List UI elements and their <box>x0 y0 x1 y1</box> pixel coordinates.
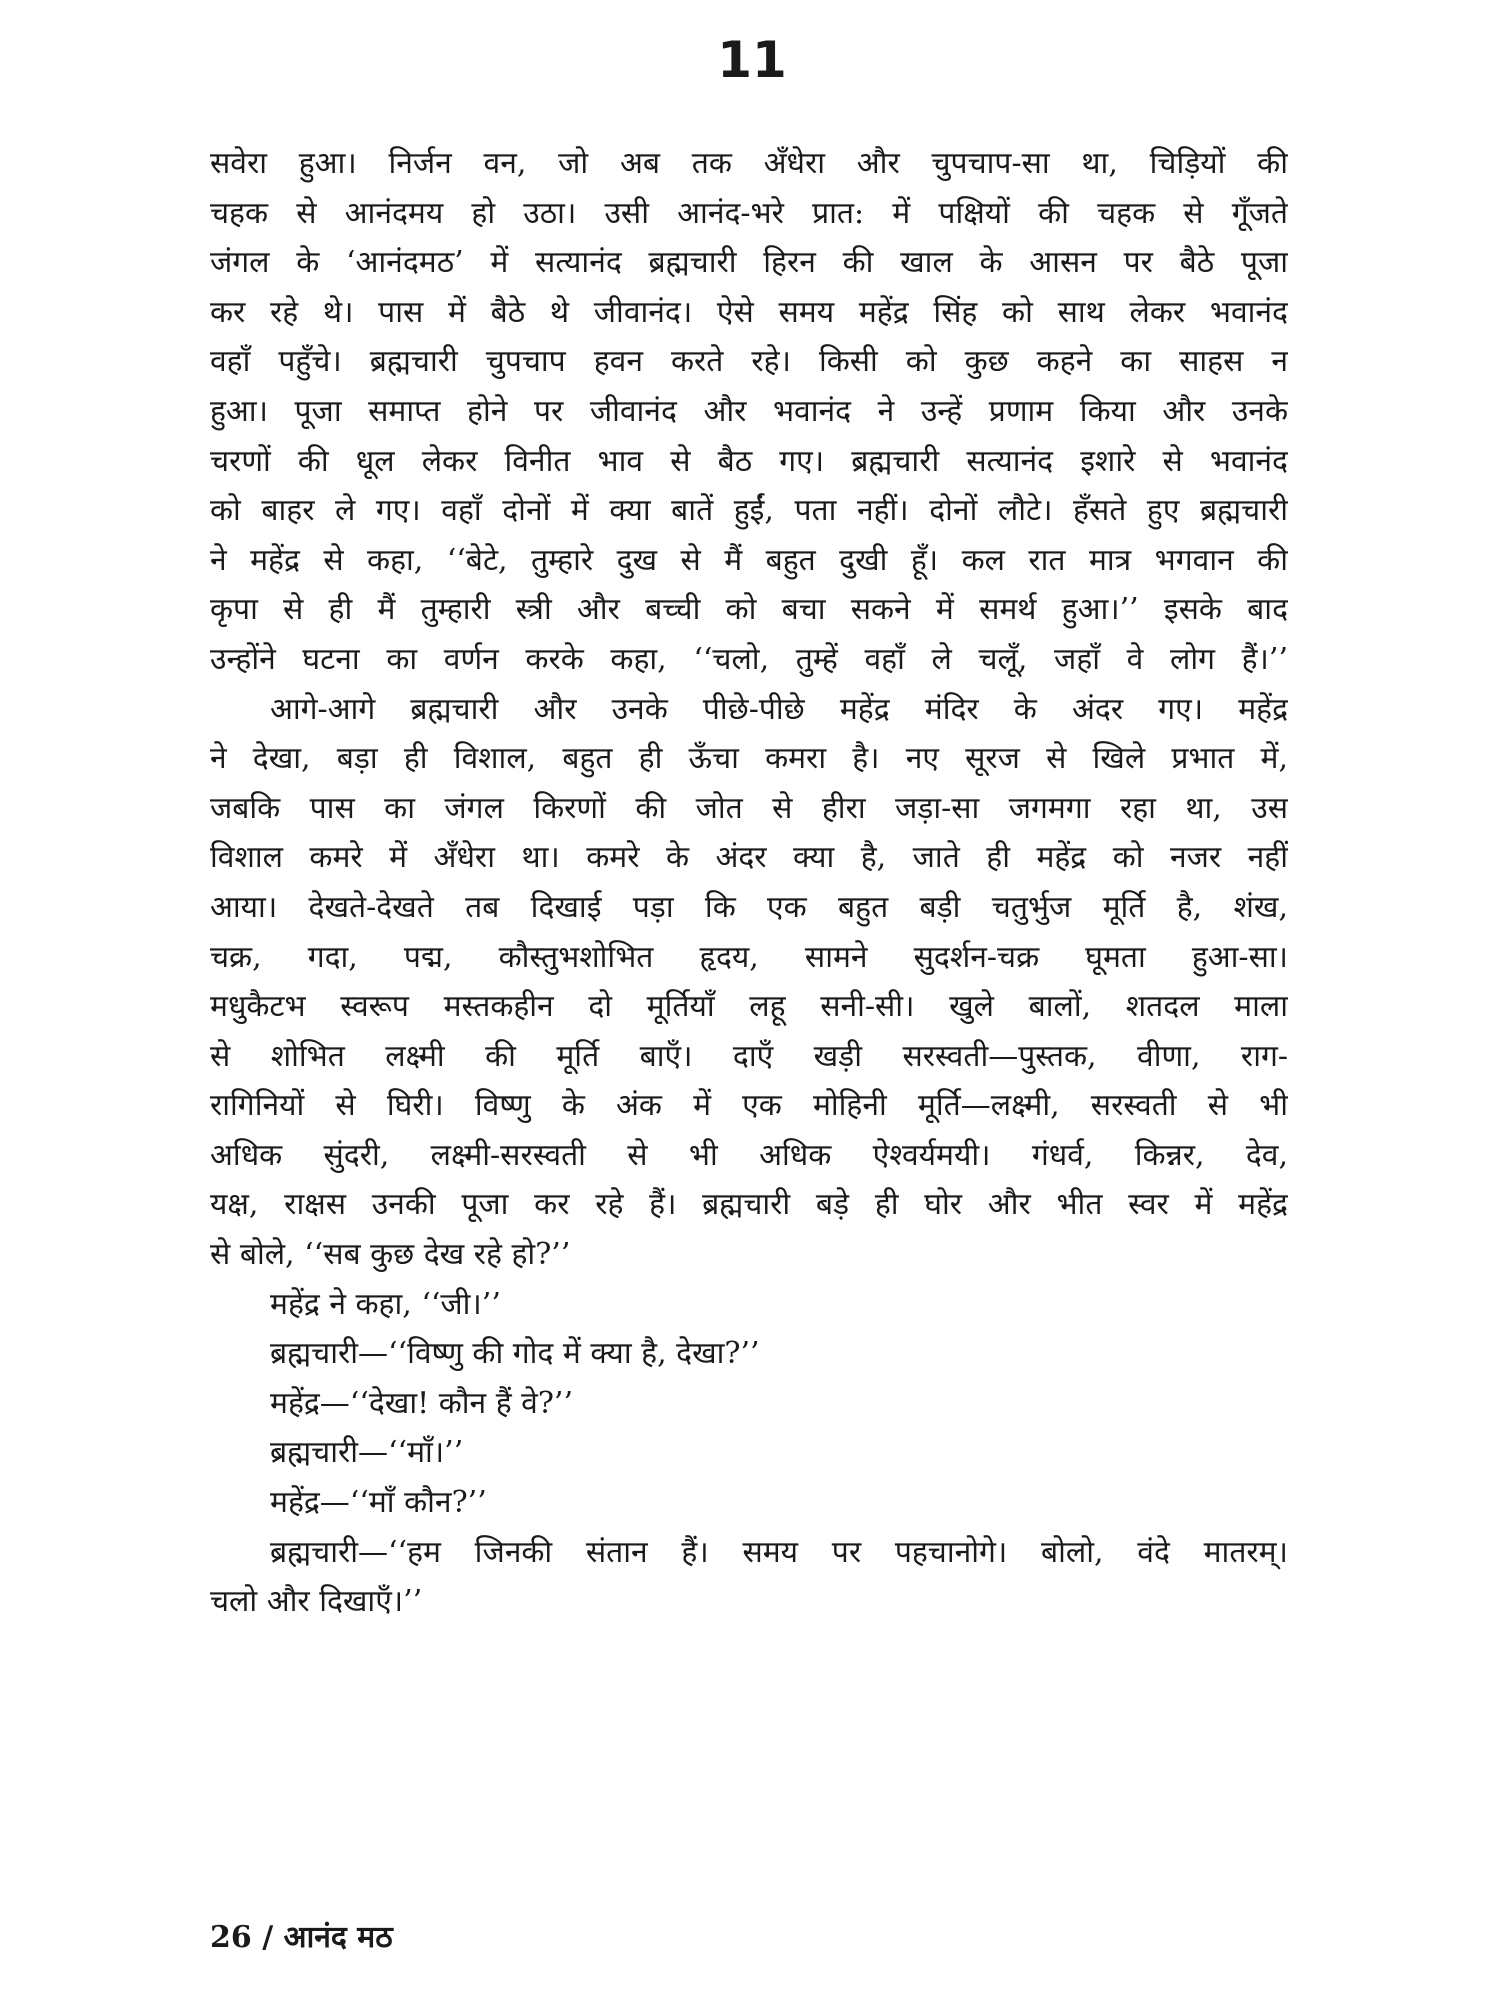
text-line: मधुकैटभ स्वरूप मस्तकहीन दो मूर्तियाँ लहू सनी-सी। खुले बालों, शतदल माला <box>210 989 1288 1025</box>
text-line: महेंद्र—‘‘माँ कौन?’’ <box>270 1485 487 1521</box>
paragraph-5 <box>210 1379 1288 1429</box>
text-line: आगे-आगे ब्रह्मचारी और उनके पीछे-पीछे महेंद्र मंदिर के अंदर गए। महेंद्र <box>270 691 1288 727</box>
chapter-number: 11 <box>717 31 787 89</box>
text-line: सवेरा हुआ। निर्जन वन, जो अब तक अँधेरा और चुपचाप-सा था, चिड़ियों की <box>210 146 1288 181</box>
text-line: रागिनियों से घिरी। विष्णु के अंक में एक मोहिनी मूर्ति—लक्ष्मी, सरस्वती से भी <box>210 1088 1288 1124</box>
text-line: महेंद्र ने कहा, ‘‘जी।’’ <box>270 1286 501 1322</box>
paragraph-2 <box>210 685 1288 1280</box>
text-line: यक्ष, राक्षस उनकी पूजा कर रहे हैं। ब्रह्मचारी बड़े ही घोर और भीत स्वर में महेंद्र <box>210 1187 1288 1223</box>
text-line: ब्रह्मचारी—‘‘माँ।’’ <box>270 1435 464 1471</box>
body-text <box>210 139 1288 1627</box>
text-line: आया। देखते-देखते तब दिखाई पड़ा कि एक बहुत बड़ी चतुर्भुज मूर्ति है, शंख, <box>210 889 1288 925</box>
text-line: वहाँ पहुँचे। ब्रह्मचारी चुपचाप हवन करते रहे। किसी को कुछ कहने का साहस न <box>210 344 1288 380</box>
text-line: विशाल कमरे में अँधेरा था। कमरे के अंदर क्या है, जाते ही महेंद्र को नजर नहीं <box>210 840 1288 876</box>
text-line: चक्र, गदा, पद्म, कौस्तुभशोभित हृदय, सामने सुदर्शन-चक्र घूमता हुआ-सा। <box>210 939 1288 975</box>
text-line: ब्रह्मचारी—‘‘हम जिनकी संतान हैं। समय पर पहचानोगे। बोलो, वंदे मातरम्। <box>270 1534 1288 1570</box>
text-line: उन्होंने घटना का वर्णन करके कहा, ‘‘चलो, तुम्हें वहाँ ले चलूँ, जहाँ वे लोग हैं।’’ <box>210 641 1288 677</box>
text-line: से बोले, ‘‘सब कुछ देख रहे हो?’’ <box>210 1237 571 1273</box>
paragraph-8 <box>210 1528 1288 1627</box>
text-line: अधिक सुंदरी, लक्ष्मी-सरस्वती से भी अधिक ऐश्वर्यमयी। गंधर्व, किन्नर, देव, <box>210 1137 1288 1173</box>
text-line: जंगल के ‘आनंदमठ’ में सत्यानंद ब्रह्मचारी हिरन की खाल के आसन पर बैठे पूजा <box>210 245 1288 281</box>
text-line: हुआ। पूजा समाप्त होने पर जीवानंद और भवानंद ने उन्हें प्रणाम किया और उनके <box>210 393 1288 429</box>
text-line: कर रहे थे। पास में बैठे थे जीवानंद। ऐसे समय महेंद्र सिंह को साथ लेकर भवानंद <box>210 294 1288 330</box>
text-line: कृपा से ही मैं तुम्हारी स्त्री और बच्ची को बचा सकने में समर्थ हुआ।’’ इसके बाद <box>210 592 1288 628</box>
paragraph-6 <box>210 1428 1288 1478</box>
paragraph-3 <box>210 1280 1288 1330</box>
text-line: ब्रह्मचारी—‘‘विष्णु की गोद में क्या है, देखा?’’ <box>270 1336 760 1372</box>
paragraph-1 <box>210 139 1288 685</box>
text-line: चलो और दिखाएँ।’’ <box>210 1584 423 1620</box>
text-line: ने महेंद्र से कहा, ‘‘बेटे, तुम्हारे दुख से मैं बहुत दुखी हूँ। कल रात मात्र भगवान की <box>210 542 1288 578</box>
text-line: ने देखा, बड़ा ही विशाल, बहुत ही ऊँचा कमरा है। नए सूरज से खिले प्रभात में, <box>210 741 1288 777</box>
text-line: महेंद्र—‘‘देखा! कौन हैं वे?’’ <box>270 1385 574 1421</box>
text-line: चहक से आनंदमय हो उठा। उसी आनंद-भरे प्रात: में पक्षियों की चहक से गूँजते <box>210 195 1288 231</box>
paragraph-7 <box>210 1478 1288 1528</box>
paragraph-4 <box>210 1329 1288 1379</box>
text-line: चरणों की धूल लेकर विनीत भाव से बैठ गए। ब्रह्मचारी सत्यानंद इशारे से भवानंद <box>210 443 1288 479</box>
page-footer: 26 / आनंद मठ <box>210 1920 393 1955</box>
text-line: को बाहर ले गए। वहाँ दोनों में क्या बातें हुईं, पता नहीं। दोनों लौटे। हँसते हुए ब्रह्मचारी <box>210 493 1288 529</box>
text-line: जबकि पास का जंगल किरणों की जोत से हीरा जड़ा-सा जगमगा रहा था, उस <box>210 790 1288 826</box>
text-line: से शोभित लक्ष्मी की मूर्ति बाएँ। दाएँ खड़ी सरस्वती—पुस्तक, वीणा, राग- <box>210 1038 1288 1074</box>
